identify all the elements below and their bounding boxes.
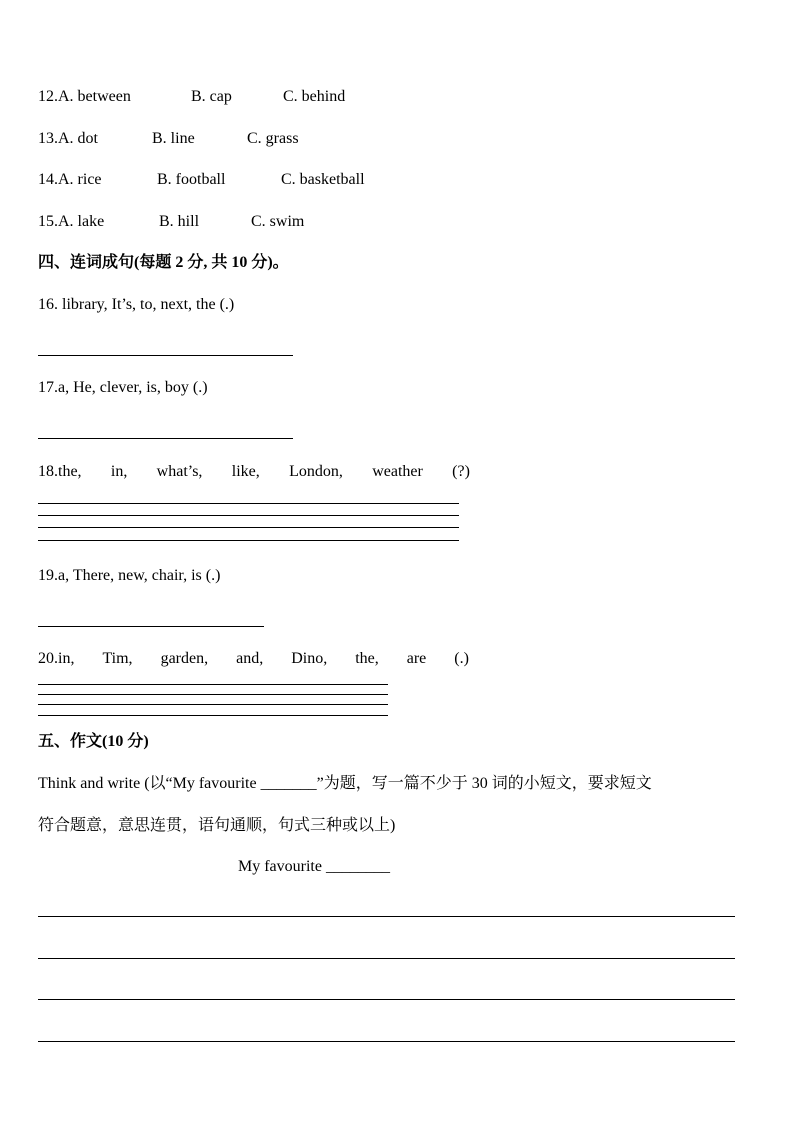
essay-writing-line-1[interactable]	[38, 916, 735, 917]
option-a: A. dot	[58, 130, 98, 147]
question-number: 13.	[38, 130, 58, 147]
question-word: and,	[236, 650, 264, 667]
option-b: B. line	[152, 130, 195, 147]
question-word: the,	[355, 650, 379, 667]
question-word: are	[406, 650, 427, 667]
answer-line-20a[interactable]	[38, 684, 388, 685]
answer-line-20b[interactable]	[38, 694, 388, 695]
option-c: C. basketball	[281, 171, 365, 188]
essay-writing-line-4[interactable]	[38, 1041, 735, 1042]
answer-line-20d[interactable]	[38, 715, 388, 716]
question-13	[38, 129, 299, 149]
answer-line-16[interactable]	[38, 355, 293, 356]
essay-instruction-line-2: 符合题意，意思连贯，语句通顺，句式三种或以上)	[38, 817, 396, 834]
option-a: A. between	[58, 88, 131, 105]
question-word: 20.in,	[38, 650, 75, 667]
answer-line-18b[interactable]	[38, 515, 459, 516]
essay-title: My favourite ________	[238, 858, 390, 875]
option-a: A. lake	[58, 213, 105, 230]
answer-line-17[interactable]	[38, 438, 293, 439]
question-word: garden,	[160, 650, 209, 667]
section-4-title: 四、连词成句(每题 2 分, 共 10 分)。	[38, 254, 289, 271]
question-word: (.)	[454, 650, 469, 667]
answer-line-20c[interactable]	[38, 704, 388, 705]
question-12	[38, 87, 346, 107]
question-18	[38, 462, 470, 482]
section-5-title: 五、作文(10 分)	[38, 733, 149, 750]
option-c: C. swim	[251, 213, 305, 230]
question-word: like,	[231, 463, 260, 480]
essay-writing-line-3[interactable]	[38, 999, 735, 1000]
question-number: 14.	[38, 171, 58, 188]
question-number: 20.	[38, 650, 58, 667]
answer-line-18a[interactable]	[38, 503, 459, 504]
option-b: B. hill	[159, 213, 200, 230]
answer-line-18d[interactable]	[38, 540, 459, 541]
question-word: London,	[289, 463, 343, 480]
option-c: C. grass	[247, 130, 299, 147]
answer-line-19[interactable]	[38, 626, 264, 627]
essay-instruction-line-1: Think and write (以“My favourite _______”为题，写一篇不少于 30 词的小短文，要求短文	[38, 775, 652, 792]
question-number: 18.	[38, 463, 58, 480]
option-b: B. football	[157, 171, 226, 188]
question-number: 15.	[38, 213, 58, 230]
question-16: 16. library, It’s, to, next, the (.)	[38, 296, 235, 313]
question-word: 18.the,	[38, 463, 82, 480]
question-15	[38, 212, 305, 232]
question-19: 19.a, There, new, chair, is (.)	[38, 567, 221, 584]
question-word: in,	[110, 463, 128, 480]
question-number: 12.	[38, 88, 58, 105]
question-word: weather	[372, 463, 423, 480]
question-word: (?)	[452, 463, 470, 480]
essay-writing-line-2[interactable]	[38, 958, 735, 959]
option-c: C. behind	[283, 88, 346, 105]
option-b: B. cap	[191, 88, 232, 105]
question-word: Tim,	[102, 650, 133, 667]
question-20	[38, 649, 469, 669]
answer-line-18c[interactable]	[38, 527, 459, 528]
question-17: 17.a, He, clever, is, boy (.)	[38, 379, 208, 396]
question-word: what’s,	[156, 463, 203, 480]
option-a: A. rice	[58, 171, 102, 188]
question-14	[38, 170, 365, 190]
question-word: Dino,	[291, 650, 328, 667]
